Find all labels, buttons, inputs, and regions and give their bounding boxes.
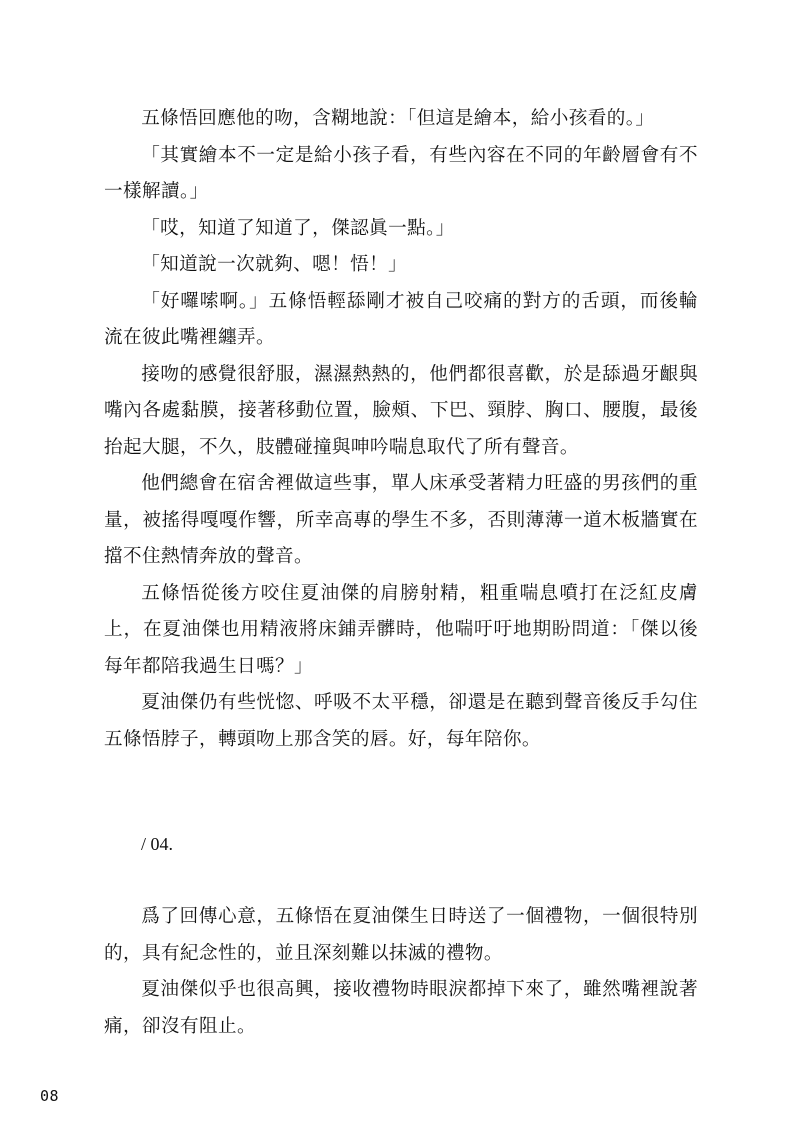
paragraph: 爲了回傳心意，五條悟在夏油傑生日時送了一個禮物，一個很特別的，具有紀念性的，並且深刻難以抹滅的禮物。: [104, 906, 698, 964]
main-text-block: [104, 101, 698, 758]
paragraph: 「其實繪本不一定是給小孩子看，有些內容在不同的年齡層會有不一樣解讀。」: [104, 144, 698, 202]
paragraph: 接吻的感覺很舒服，濕濕熱熱的，他們都很喜歡，於是舔過牙齦與嘴內各處黏膜，接著移動位置，臉頰、下巴、頸脖、胸口、腰腹，最後抬起大腿，不久，肢體碰撞與呻吟喘息取代了所有聲音。: [104, 363, 698, 458]
paragraph: 「哎，知道了知道了，傑認眞一點。」: [141, 217, 455, 239]
section-text-block: [104, 899, 698, 1045]
paragraph: 五條悟從後方咬住夏油傑的肩膀射精，粗重喘息噴打在泛紅皮膚上，在夏油傑也用精液將床鋪弄髒時，他喘吁吁地期盼問道：「傑以後每年都陪我過生日嗎？」: [104, 582, 698, 677]
paragraph: 「知道說一次就夠、嗯！悟！」: [141, 254, 408, 275]
paragraph: 他們總會在宿舍裡做這些事，單人床承受著精力旺盛的男孩們的重量，被搖得嘎嘎作響，所幸高專的學生不多，否則薄薄一道木板牆實在擋不住熱情奔放的聲音。: [104, 473, 698, 567]
paragraph: 夏油傑似乎也很高興，接收禮物時眼淚都掉下來了，雖然嘴裡說著痛，卻沒有阻止。: [104, 979, 698, 1037]
paragraph: 夏油傑仍有些恍惚、呼吸不太平穩，卻還是在聽到聲音後反手勾住五條悟脖子，轉頭吻上那含笑的唇。好，每年陪你。: [104, 692, 698, 750]
page-number: 08: [40, 1087, 60, 1105]
paragraph: 「好囉嗦啊。」五條悟輕舔剛才被自己咬痛的對方的舌頭，而後輪流在彼此嘴裡纏弄。: [104, 290, 698, 348]
section-heading: / 04.: [141, 834, 174, 854]
paragraph: 五條悟回應他的吻，含糊地說：「但這是繪本，給小孩看的。」: [141, 108, 655, 129]
